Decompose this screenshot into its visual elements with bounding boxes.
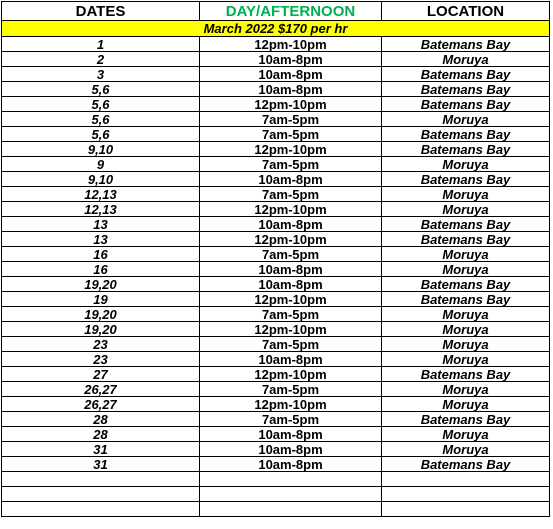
table-row <box>2 382 550 397</box>
date-cell: 31 <box>2 457 200 472</box>
date-cell: 5,6 <box>2 82 200 97</box>
date-cell: 23 <box>2 352 200 367</box>
date-cell: 3 <box>2 67 200 82</box>
table-row <box>2 397 550 412</box>
table-row <box>2 37 550 52</box>
location-cell: Moruya <box>382 322 550 337</box>
location-cell: Batemans Bay <box>382 127 550 142</box>
empty-cell <box>382 472 550 487</box>
location-cell: Moruya <box>382 247 550 262</box>
date-cell: 19,20 <box>2 307 200 322</box>
location-cell: Moruya <box>382 112 550 127</box>
time-cell: 10am-8pm <box>200 67 382 82</box>
table-row <box>2 337 550 352</box>
location-cell: Batemans Bay <box>382 142 550 157</box>
time-cell: 7am-5pm <box>200 112 382 127</box>
date-cell: 9,10 <box>2 172 200 187</box>
date-cell: 16 <box>2 247 200 262</box>
empty-cell <box>2 502 200 517</box>
date-cell: 9 <box>2 157 200 172</box>
date-cell: 5,6 <box>2 97 200 112</box>
table-row <box>2 322 550 337</box>
time-cell: 7am-5pm <box>200 127 382 142</box>
header-row <box>2 2 550 21</box>
empty-cell <box>2 487 200 502</box>
location-cell: Moruya <box>382 397 550 412</box>
time-cell: 12pm-10pm <box>200 142 382 157</box>
table-row <box>2 172 550 187</box>
location-cell: Moruya <box>382 352 550 367</box>
date-cell: 27 <box>2 367 200 382</box>
time-cell: 10am-8pm <box>200 277 382 292</box>
time-header: DAY/AFTERNOON <box>200 2 382 21</box>
table-row <box>2 262 550 277</box>
date-cell: 19 <box>2 292 200 307</box>
date-cell: 12,13 <box>2 202 200 217</box>
location-cell: Moruya <box>382 262 550 277</box>
time-cell: 7am-5pm <box>200 187 382 202</box>
table-row <box>2 412 550 427</box>
time-cell: 12pm-10pm <box>200 202 382 217</box>
time-cell: 10am-8pm <box>200 352 382 367</box>
time-cell: 12pm-10pm <box>200 97 382 112</box>
table-row <box>2 277 550 292</box>
banner-row <box>2 21 550 37</box>
location-header: LOCATION <box>382 2 550 21</box>
location-cell: Batemans Bay <box>382 82 550 97</box>
date-cell: 5,6 <box>2 112 200 127</box>
date-cell: 28 <box>2 412 200 427</box>
table-row <box>2 202 550 217</box>
table-row <box>2 457 550 472</box>
table-row <box>2 232 550 247</box>
date-cell: 13 <box>2 217 200 232</box>
table-row <box>2 97 550 112</box>
date-cell: 5,6 <box>2 127 200 142</box>
location-cell: Moruya <box>382 337 550 352</box>
date-cell: 19,20 <box>2 322 200 337</box>
location-cell: Batemans Bay <box>382 217 550 232</box>
table-row <box>2 187 550 202</box>
location-cell: Moruya <box>382 442 550 457</box>
time-cell: 10am-8pm <box>200 262 382 277</box>
date-cell: 26,27 <box>2 397 200 412</box>
table-row <box>2 292 550 307</box>
date-cell: 16 <box>2 262 200 277</box>
time-cell: 10am-8pm <box>200 442 382 457</box>
location-cell: Batemans Bay <box>382 277 550 292</box>
location-cell: Batemans Bay <box>382 457 550 472</box>
location-cell: Batemans Bay <box>382 172 550 187</box>
table-row <box>2 142 550 157</box>
date-cell: 1 <box>2 37 200 52</box>
empty-row <box>2 472 550 487</box>
empty-row <box>2 487 550 502</box>
table-row <box>2 217 550 232</box>
schedule-body <box>2 37 550 517</box>
date-cell: 2 <box>2 52 200 67</box>
empty-cell <box>200 502 382 517</box>
time-cell: 7am-5pm <box>200 382 382 397</box>
empty-cell <box>200 487 382 502</box>
time-cell: 12pm-10pm <box>200 367 382 382</box>
empty-cell <box>2 472 200 487</box>
time-cell: 10am-8pm <box>200 217 382 232</box>
time-cell: 7am-5pm <box>200 157 382 172</box>
table-row <box>2 247 550 262</box>
location-cell: Batemans Bay <box>382 97 550 112</box>
empty-cell <box>382 502 550 517</box>
table-row <box>2 112 550 127</box>
table-row <box>2 127 550 142</box>
table-row <box>2 352 550 367</box>
table-row <box>2 307 550 322</box>
location-cell: Batemans Bay <box>382 67 550 82</box>
time-cell: 12pm-10pm <box>200 397 382 412</box>
time-cell: 10am-8pm <box>200 82 382 97</box>
time-cell: 12pm-10pm <box>200 292 382 307</box>
location-cell: Moruya <box>382 52 550 67</box>
table-row <box>2 367 550 382</box>
time-cell: 10am-8pm <box>200 172 382 187</box>
location-cell: Moruya <box>382 187 550 202</box>
location-cell: Batemans Bay <box>382 232 550 247</box>
time-cell: 10am-8pm <box>200 457 382 472</box>
date-cell: 19,20 <box>2 277 200 292</box>
date-cell: 13 <box>2 232 200 247</box>
time-cell: 7am-5pm <box>200 247 382 262</box>
date-cell: 12,13 <box>2 187 200 202</box>
empty-cell <box>200 472 382 487</box>
date-cell: 23 <box>2 337 200 352</box>
time-cell: 12pm-10pm <box>200 322 382 337</box>
location-cell: Batemans Bay <box>382 367 550 382</box>
empty-cell <box>382 487 550 502</box>
table-row <box>2 67 550 82</box>
time-cell: 12pm-10pm <box>200 37 382 52</box>
time-cell: 7am-5pm <box>200 307 382 322</box>
location-cell: Batemans Bay <box>382 37 550 52</box>
table-row <box>2 82 550 97</box>
empty-row <box>2 502 550 517</box>
time-cell: 7am-5pm <box>200 412 382 427</box>
dates-header: DATES <box>2 2 200 21</box>
time-cell: 7am-5pm <box>200 337 382 352</box>
location-cell: Batemans Bay <box>382 292 550 307</box>
time-cell: 10am-8pm <box>200 427 382 442</box>
location-cell: Moruya <box>382 382 550 397</box>
table-row <box>2 442 550 457</box>
location-cell: Batemans Bay <box>382 412 550 427</box>
location-cell: Moruya <box>382 157 550 172</box>
time-cell: 12pm-10pm <box>200 232 382 247</box>
date-cell: 28 <box>2 427 200 442</box>
table-row <box>2 52 550 67</box>
table-row <box>2 157 550 172</box>
location-cell: Moruya <box>382 202 550 217</box>
table-row <box>2 427 550 442</box>
date-cell: 31 <box>2 442 200 457</box>
date-cell: 9,10 <box>2 142 200 157</box>
location-cell: Moruya <box>382 427 550 442</box>
location-cell: Moruya <box>382 307 550 322</box>
rate-banner: March 2022 $170 per hr <box>2 21 550 37</box>
schedule-table <box>1 1 550 517</box>
date-cell: 26,27 <box>2 382 200 397</box>
time-cell: 10am-8pm <box>200 52 382 67</box>
